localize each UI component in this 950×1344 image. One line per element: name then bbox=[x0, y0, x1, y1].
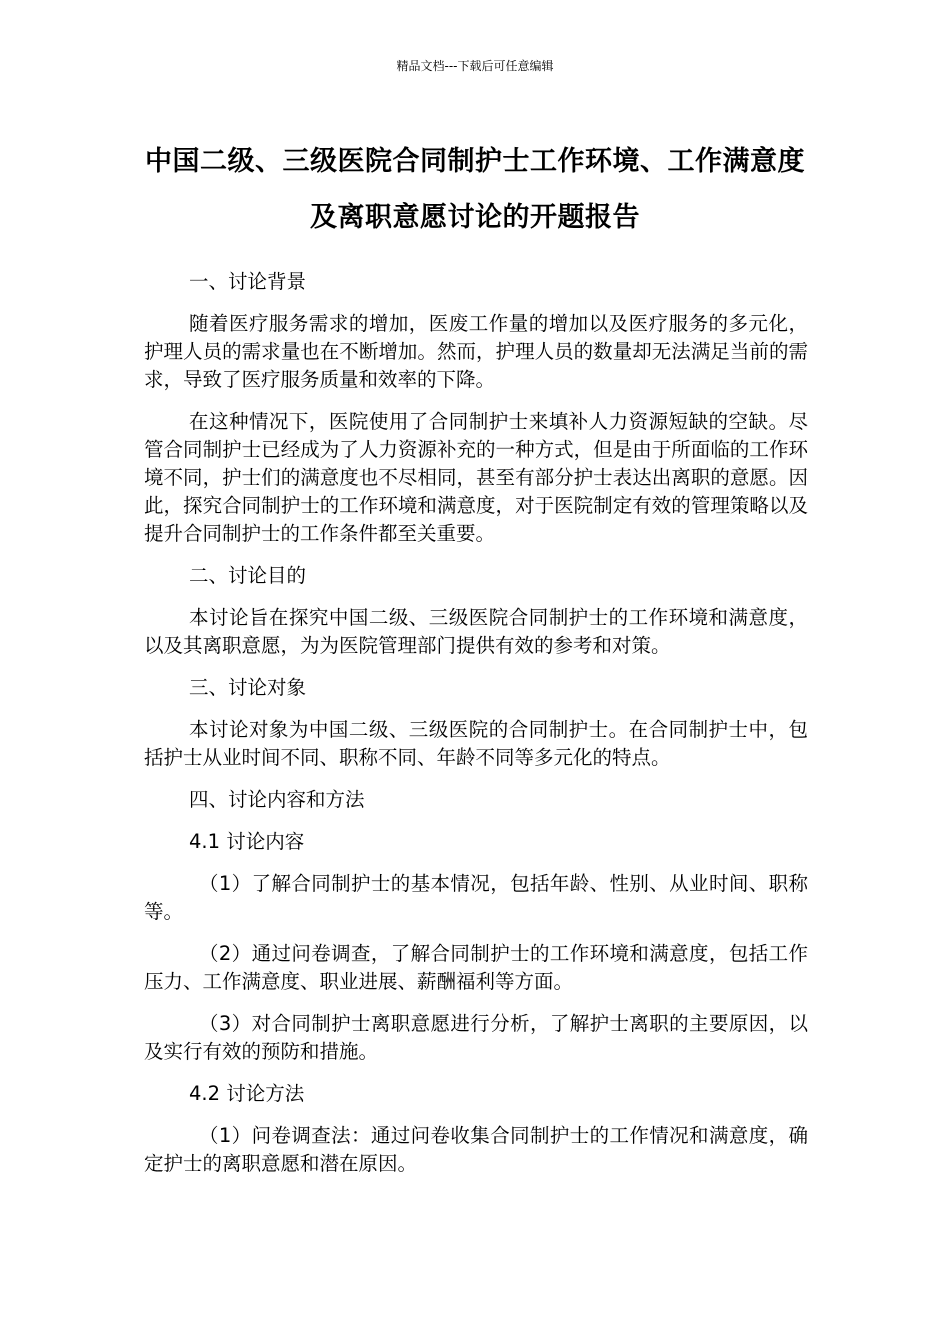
document-body bbox=[144, 268, 808, 1192]
section-heading-content-methods: 四、讨论内容和方法 bbox=[189, 788, 365, 811]
subsection-heading-methods: 4.2 讨论方法 bbox=[189, 1082, 305, 1105]
list-item: （1）问卷调查法：通过问卷收集合同制护士的工作情况和满意度，确定护士的离职意愿和潜在原因。 bbox=[144, 1124, 808, 1175]
document-title: 中国二级、三级医院合同制护士工作环境、工作满意度及离职意愿讨论的开题报告 bbox=[145, 146, 805, 233]
section-heading-purpose: 二、讨论目的 bbox=[189, 564, 307, 587]
list-item: （3）对合同制护士离职意愿进行分析，了解护士离职的主要原因，以及实行有效的预防和措施。 bbox=[144, 1012, 808, 1063]
paragraph: 本讨论旨在探究中国二级、三级医院合同制护士的工作环境和满意度，以及其离职意愿，为为医院管理部门提供有效的参考和对策。 bbox=[144, 606, 808, 657]
subsection-heading-content: 4.1 讨论内容 bbox=[189, 830, 305, 853]
paragraph: 本讨论对象为中国二级、三级医院的合同制护士。在合同制护士中，包括护士从业时间不同、职称不同、年龄不同等多元化的特点。 bbox=[144, 718, 808, 769]
header-note: 精品文档---下载后可任意编辑 bbox=[396, 59, 554, 73]
paragraph: 随着医疗服务需求的增加，医废工作量的增加以及医疗服务的多元化，护理人员的需求量也在不断增加。然而，护理人员的数量却无法满足当前的需求，导致了医疗服务质量和效率的下降。 bbox=[144, 312, 808, 391]
list-item: （1）了解合同制护士的基本情况，包括年龄、性别、从业时间、职称等。 bbox=[144, 872, 808, 923]
section-heading-background: 一、讨论背景 bbox=[189, 270, 307, 293]
paragraph: 在这种情况下，医院使用了合同制护士来填补人力资源短缺的空缺。尽管合同制护士已经成为了人力资源补充的一种方式，但是由于所面临的工作环境不同，护士们的满意度也不尽相同，甚至有部分护士表达出离职的意愿。因此，探究合同制护士的工作环境和满意度，对于医院制定有效的管理策略以及提升合同制护士的工作条件都至关重要。 bbox=[144, 410, 808, 545]
section-heading-subjects: 三、讨论对象 bbox=[189, 676, 307, 699]
list-item: （2）通过问卷调查，了解合同制护士的工作环境和满意度，包括工作压力、工作满意度、职业进展、薪酬福利等方面。 bbox=[144, 942, 808, 993]
